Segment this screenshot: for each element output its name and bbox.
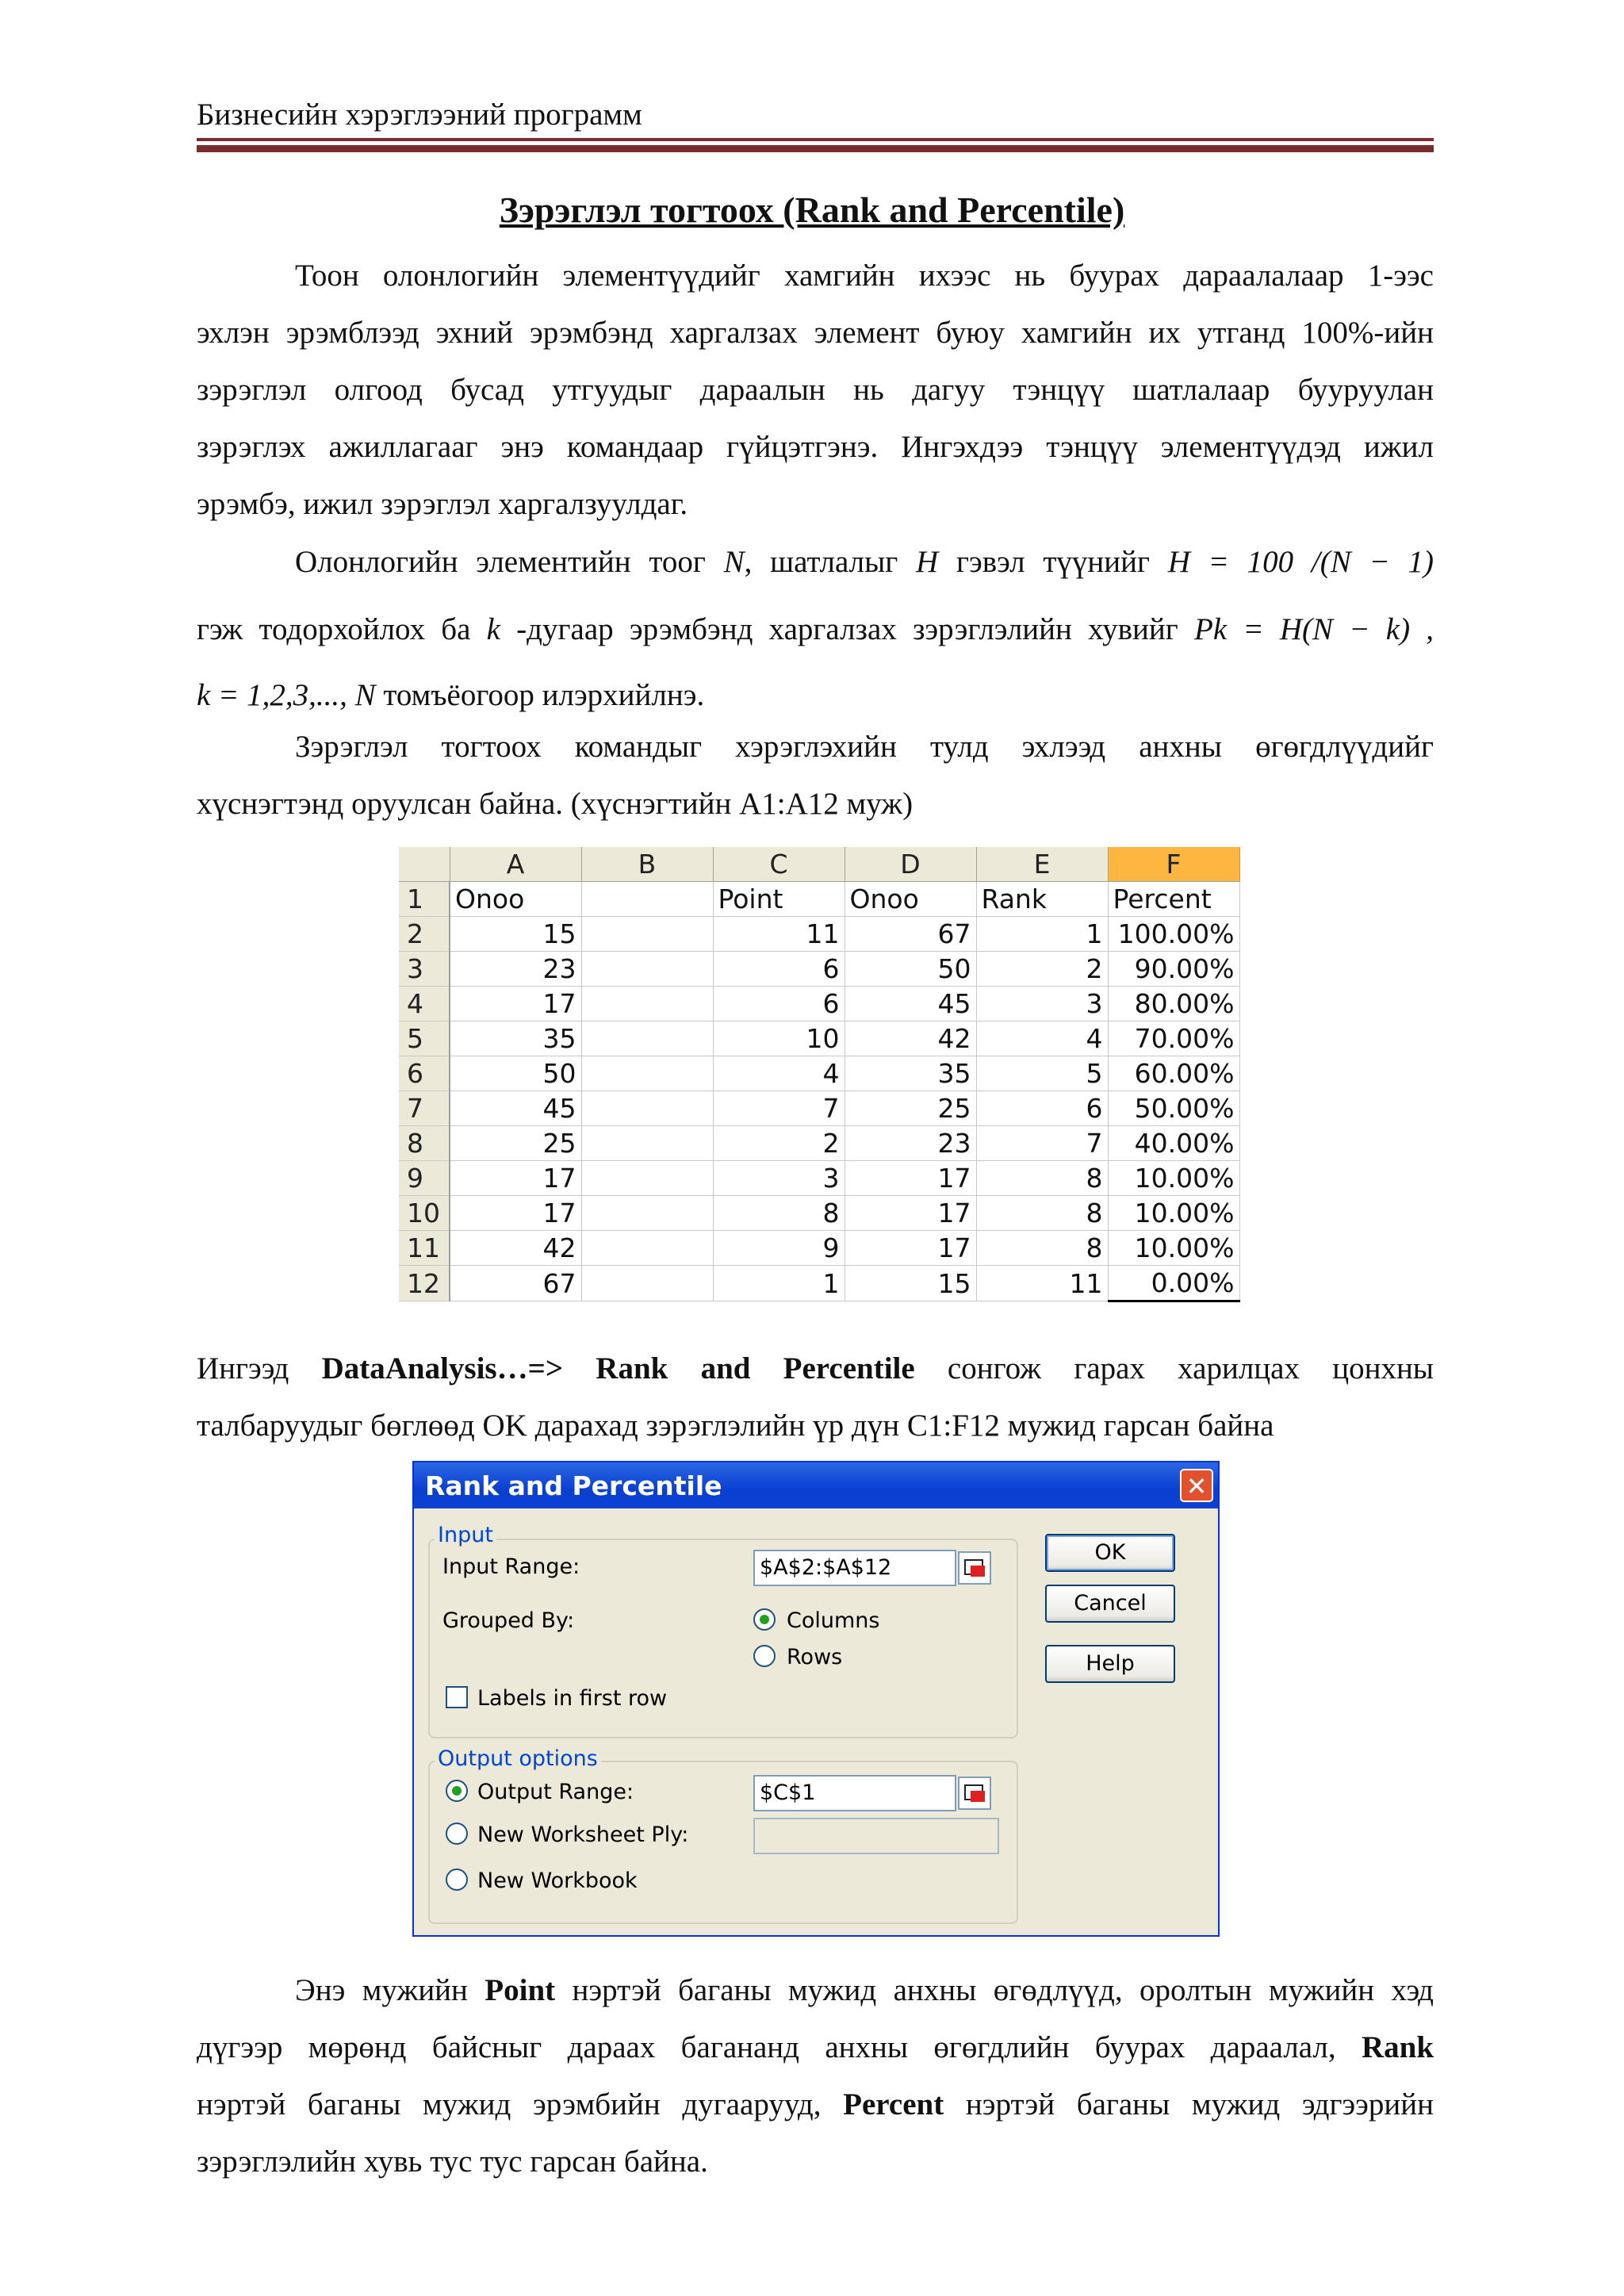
text-line: хүснэгтэнд оруулсан байна. (хүснэгтийн A1:A12 муж) <box>197 787 914 821</box>
cell[interactable]: 67 <box>450 1266 581 1301</box>
text-line: Ингээд DataAnalysis…=> Rank and Percentile сонгож гарах харилцах цонхны <box>197 1351 1434 1386</box>
cell[interactable]: 8 <box>976 1231 1108 1266</box>
cell[interactable] <box>581 1266 713 1301</box>
new-workbook-label: New Workbook <box>477 1869 638 1893</box>
cell[interactable]: Percent <box>1108 882 1239 917</box>
cell[interactable]: 8 <box>976 1161 1108 1196</box>
column-header-selected[interactable]: F <box>1108 847 1239 882</box>
text-line: Олонлогийн элементийн тоог N, шатлалыг H гэвэл түүнийг H = 100 /(N − 1) <box>295 545 1434 579</box>
row-header[interactable]: 1 <box>399 882 450 917</box>
new-worksheet-radio[interactable] <box>446 1823 468 1845</box>
cell[interactable]: 100.00% <box>1108 917 1239 952</box>
bold-term: Point <box>485 1973 556 2007</box>
labels-first-row-checkbox[interactable] <box>446 1686 468 1708</box>
cell[interactable]: 1 <box>713 1266 845 1301</box>
text-line: эхлэн эрэмблээд эхний эрэмбэнд харгалзах элемент буюу хамгийн их утганд 100%-ийн <box>197 316 1434 350</box>
cell[interactable]: 15 <box>845 1266 976 1301</box>
paragraph-intro <box>197 247 1434 533</box>
column-header[interactable]: B <box>581 847 713 882</box>
cell[interactable]: 10.00% <box>1108 1161 1239 1196</box>
math-H: H <box>916 545 939 579</box>
cell[interactable] <box>581 1126 713 1161</box>
new-worksheet-field[interactable] <box>753 1818 999 1854</box>
bold-term: Rank <box>1361 2030 1434 2064</box>
table-row <box>399 882 1239 917</box>
new-workbook-radio[interactable] <box>446 1869 468 1891</box>
column-header[interactable]: E <box>976 847 1108 882</box>
cell[interactable]: 5 <box>976 1056 1108 1091</box>
row-header[interactable]: 8 <box>399 1126 450 1161</box>
bold-command: DataAnalysis…=> <box>321 1351 564 1386</box>
cell[interactable] <box>581 1161 713 1196</box>
table-row <box>399 1266 1239 1301</box>
cell[interactable] <box>581 987 713 1022</box>
row-header[interactable]: 7 <box>399 1091 450 1126</box>
row-header[interactable]: 5 <box>399 1022 450 1056</box>
cell[interactable]: 3 <box>713 1161 845 1196</box>
cell[interactable] <box>581 882 713 917</box>
header-rule-thick <box>197 145 1434 152</box>
cell[interactable] <box>581 1056 713 1091</box>
text-line: эрэмбэ, ижил зэрэглэл харгалзуулдаг. <box>197 487 688 521</box>
formula-percent: Pk = H(N − k) , <box>1194 612 1434 646</box>
cell[interactable] <box>581 1196 713 1231</box>
cell[interactable]: 50 <box>845 952 976 987</box>
cell[interactable]: 90.00% <box>1108 952 1239 987</box>
table-row <box>399 1126 1239 1161</box>
cell[interactable]: 7 <box>976 1126 1108 1161</box>
cell[interactable]: 17 <box>845 1231 976 1266</box>
cell[interactable]: 23 <box>450 952 581 987</box>
row-header[interactable]: 2 <box>399 917 450 952</box>
dialog-titlebar[interactable] <box>414 1462 1218 1508</box>
cell[interactable]: 0.00% <box>1108 1266 1239 1301</box>
text-line: Энэ мужийн Point нэртэй баганы мужид анхны өгөдлүүд, оролтын мужийн хэд <box>295 1973 1434 2007</box>
cell[interactable]: 17 <box>450 1161 581 1196</box>
table-row <box>399 1056 1239 1091</box>
cell[interactable]: 11 <box>713 917 845 952</box>
paragraph-formula <box>197 530 1434 726</box>
text-line: нэртэй баганы мужид эрэмбийн дугаарууд, Percent нэртэй баганы мужид эдгээрийн <box>197 2087 1434 2122</box>
cell[interactable]: 2 <box>976 952 1108 987</box>
cell[interactable] <box>581 952 713 987</box>
cell[interactable]: 35 <box>450 1022 581 1056</box>
cell[interactable]: 17 <box>845 1196 976 1231</box>
cell[interactable] <box>581 1091 713 1126</box>
text-line: талбаруудыг бөглөөд OK дарахад зэрэглэлийн үр дүн C1:F12 мужид гарсан байна <box>197 1409 1274 1443</box>
column-header[interactable]: D <box>845 847 976 882</box>
math-N: N <box>723 545 745 579</box>
text-line: k = 1,2,3,..., N томъёогоор илэрхийлнэ. <box>197 678 705 712</box>
table-row <box>399 917 1239 952</box>
cell[interactable]: 60.00% <box>1108 1056 1239 1091</box>
cell[interactable]: Rank <box>976 882 1108 917</box>
cell[interactable]: 45 <box>845 987 976 1022</box>
cell[interactable]: 2 <box>713 1126 845 1161</box>
cell[interactable]: 42 <box>845 1022 976 1056</box>
cell[interactable]: 6 <box>713 987 845 1022</box>
cell[interactable]: 40.00% <box>1108 1126 1239 1161</box>
text-line: Тоон олонлогийн элементүүдийг хамгийн ихээс нь буурах дараалалаар 1-ээс <box>295 259 1434 293</box>
close-icon[interactable]: ✕ <box>1180 1469 1213 1502</box>
cell[interactable]: 17 <box>845 1161 976 1196</box>
cell[interactable]: Point <box>713 882 845 917</box>
output-range-label: Output Range: <box>477 1780 634 1804</box>
paragraph-result <box>197 1962 1434 2191</box>
input-group-label: Input <box>435 1523 496 1547</box>
rows-radio[interactable] <box>753 1645 776 1667</box>
cell[interactable]: 17 <box>450 1196 581 1231</box>
cell[interactable]: 42 <box>450 1231 581 1266</box>
rank-percentile-dialog <box>412 1461 1220 1937</box>
cell[interactable]: 4 <box>976 1022 1108 1056</box>
output-group-label: Output options <box>435 1746 601 1771</box>
cell[interactable]: 50 <box>450 1056 581 1091</box>
cell[interactable]: Onoo <box>845 882 976 917</box>
ok-button[interactable]: OK <box>1045 1534 1175 1572</box>
text-line: Зэрэглэл тогтоох командыг хэрэглэхийн тулд эхлээд анхны өгөгдлүүдийг <box>295 730 1434 764</box>
dialog-title: Rank and Percentile <box>425 1470 722 1501</box>
row-header[interactable]: 9 <box>399 1161 450 1196</box>
row-header[interactable]: 10 <box>399 1196 450 1231</box>
formula-step: H = 100 /(N − 1) <box>1167 545 1434 579</box>
paragraph-data-entry <box>197 719 1434 833</box>
bold-command: Rank and Percentile <box>596 1351 915 1386</box>
row-header[interactable]: 3 <box>399 952 450 987</box>
text-line: зэрэглэлийн хувь тус тус гарсан байна. <box>197 2145 708 2179</box>
range-picker-icon[interactable] <box>958 1777 991 1810</box>
text-line: гэж тодорхойлох ба k -дугаар эрэмбэнд харгалзах зэрэглэлийн хувийг Pk = H(N − k) , <box>197 612 1434 646</box>
cell[interactable]: 15 <box>450 917 581 952</box>
header-rule-thin <box>197 138 1434 141</box>
cell[interactable]: 1 <box>976 917 1108 952</box>
cell[interactable] <box>581 1231 713 1266</box>
rows-label: Rows <box>787 1645 843 1669</box>
cell[interactable]: 17 <box>450 987 581 1022</box>
input-range-label: Input Range: <box>442 1554 580 1579</box>
table-row <box>399 1196 1239 1231</box>
table-row <box>399 952 1239 987</box>
input-range-field[interactable]: $A$2:$A$12 <box>753 1550 956 1586</box>
column-header[interactable]: A <box>450 847 581 882</box>
table-row <box>399 1091 1239 1126</box>
text-line: зэрэглэх ажиллагааг энэ командаар гүйцэтгэнэ. Ингэхдээ тэнцүү элементүүдэд ижил <box>197 430 1434 464</box>
cell[interactable]: 10.00% <box>1108 1231 1239 1266</box>
cell[interactable]: 67 <box>845 917 976 952</box>
labels-first-row-label: Labels in first row <box>477 1686 668 1711</box>
cell[interactable]: 25 <box>450 1126 581 1161</box>
row-header[interactable]: 6 <box>399 1056 450 1091</box>
section-title: Зэрэглэл тогтоох (Rank and Percentile) <box>499 190 1125 230</box>
cell[interactable]: 4 <box>713 1056 845 1091</box>
help-button[interactable]: Help <box>1045 1645 1175 1683</box>
cell[interactable]: 8 <box>976 1196 1108 1231</box>
cell[interactable]: 45 <box>450 1091 581 1126</box>
cancel-button[interactable]: Cancel <box>1045 1585 1175 1623</box>
cell[interactable]: 10.00% <box>1108 1196 1239 1231</box>
text-line: дүгээр мөрөнд байсныг дараах багананд анхны өгөгдлийн буурах дараалал, Rank <box>197 2030 1434 2064</box>
cell[interactable]: 9 <box>713 1231 845 1266</box>
corner-cell[interactable] <box>399 847 450 882</box>
formula-k-range: k = 1,2,3,..., N <box>197 678 376 712</box>
table-row <box>399 1231 1239 1266</box>
cell[interactable]: 6 <box>713 952 845 987</box>
running-header: Бизнесийн хэрэглээний программ <box>197 98 642 132</box>
row-header[interactable]: 12 <box>399 1266 450 1301</box>
cell[interactable]: 6 <box>976 1091 1108 1126</box>
table-row <box>399 1161 1239 1196</box>
row-header[interactable]: 4 <box>399 987 450 1022</box>
cell[interactable] <box>581 917 713 952</box>
table-row <box>399 987 1239 1022</box>
text-line: зэрэглэл олгоод бусад утгуудыг дараалын нь дагуу тэнцүү шатлалаар бууруулан <box>197 373 1434 407</box>
cell[interactable]: 8 <box>713 1196 845 1231</box>
bold-term: Percent <box>843 2087 944 2122</box>
cell[interactable]: 80.00% <box>1108 987 1239 1022</box>
output-range-field[interactable]: $C$1 <box>753 1775 956 1811</box>
cell[interactable]: 35 <box>845 1056 976 1091</box>
math-k: k <box>486 612 500 646</box>
grouped-by-label: Grouped By: <box>442 1608 575 1633</box>
paragraph-command <box>197 1340 1434 1455</box>
columns-label: Columns <box>787 1608 880 1633</box>
cell[interactable]: 25 <box>845 1091 976 1126</box>
cell[interactable]: 50.00% <box>1108 1091 1239 1126</box>
cell[interactable] <box>581 1022 713 1056</box>
cell[interactable]: 10 <box>713 1022 845 1056</box>
cell[interactable]: 7 <box>713 1091 845 1126</box>
row-header[interactable]: 11 <box>399 1231 450 1266</box>
cell[interactable]: Onoo <box>450 882 581 917</box>
column-header[interactable]: C <box>713 847 845 882</box>
output-range-radio[interactable] <box>446 1780 468 1802</box>
cell[interactable]: 3 <box>976 987 1108 1022</box>
table-row <box>399 1022 1239 1056</box>
cell[interactable]: 23 <box>845 1126 976 1161</box>
spreadsheet <box>399 847 1240 1302</box>
range-picker-icon[interactable] <box>958 1551 991 1585</box>
new-worksheet-label: New Worksheet Ply: <box>477 1823 689 1847</box>
cell[interactable]: 11 <box>976 1266 1108 1301</box>
columns-radio[interactable] <box>753 1608 776 1631</box>
cell[interactable]: 70.00% <box>1108 1022 1239 1056</box>
